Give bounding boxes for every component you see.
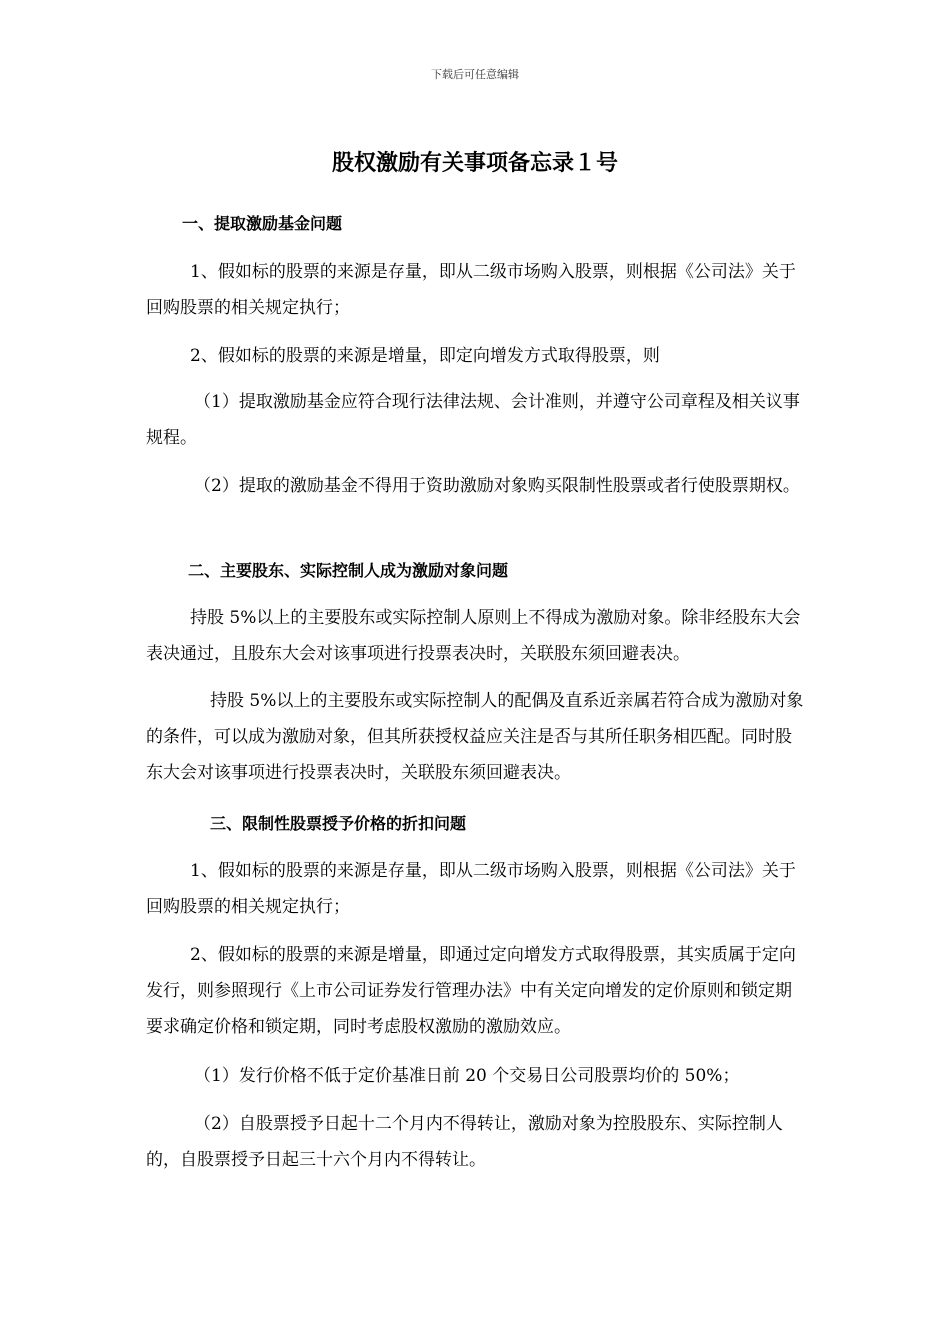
paragraph: 持股 5%以上的主要股东或实际控制人原则上不得成为激励对象。除非经股东大会表决通过，且股东大会对该事项进行投票表决时，关联股东须回避表决。 [146, 608, 801, 664]
section-heading-2: 二、主要股东、实际控制人成为激励对象问题 [188, 561, 509, 580]
section-heading-3: 三、限制性股票授予价格的折扣问题 [210, 814, 467, 833]
paragraph: 1、假如标的股票的来源是存量，即从二级市场购入股票，则根据《公司法》关于回购股票的相关规定执行； [146, 262, 796, 318]
paragraph: （2）提取的激励基金不得用于资助激励对象购买限制性股票或者行使股票期权。 [194, 476, 800, 496]
header-note: 下载后可任意编辑 [431, 68, 519, 81]
paragraph: 2、假如标的股票的来源是增量，即定向增发方式取得股票，则 [190, 346, 660, 366]
paragraph: 持股 5%以上的主要股东或实际控制人的配偶及直系近亲属若符合成为激励对象的条件，可以成为激励对象，但其所获授权益应关注是否与其所任职务相匹配。同时股东大会对该事项进行投票表决时，关联股东须回避表决。 [146, 691, 804, 783]
paragraph: （2）自股票授予日起十二个月内不得转让，激励对象为控股股东、实际控制人的，自股票授予日起三十六个月内不得转让。 [146, 1114, 783, 1170]
page-title: 股权激励有关事项备忘录１号 [331, 150, 618, 176]
paragraph: 2、假如标的股票的来源是增量，即通过定向增发方式取得股票，其实质属于定向发行，则参照现行《上市公司证券发行管理办法》中有关定向增发的定价原则和锁定期要求确定价格和锁定期，同时考虑股权激励的激励效应。 [146, 945, 796, 1037]
section-heading-1: 一、提取激励基金问题 [182, 214, 343, 233]
paragraph: 1、假如标的股票的来源是存量，即从二级市场购入股票，则根据《公司法》关于回购股票的相关规定执行； [146, 861, 796, 917]
paragraph: （1）发行价格不低于定价基准日前 20 个交易日公司股票均价的 50%； [194, 1066, 740, 1086]
paragraph: （1）提取激励基金应符合现行法律法规、会计准则，并遵守公司章程及相关议事规程。 [146, 392, 800, 448]
